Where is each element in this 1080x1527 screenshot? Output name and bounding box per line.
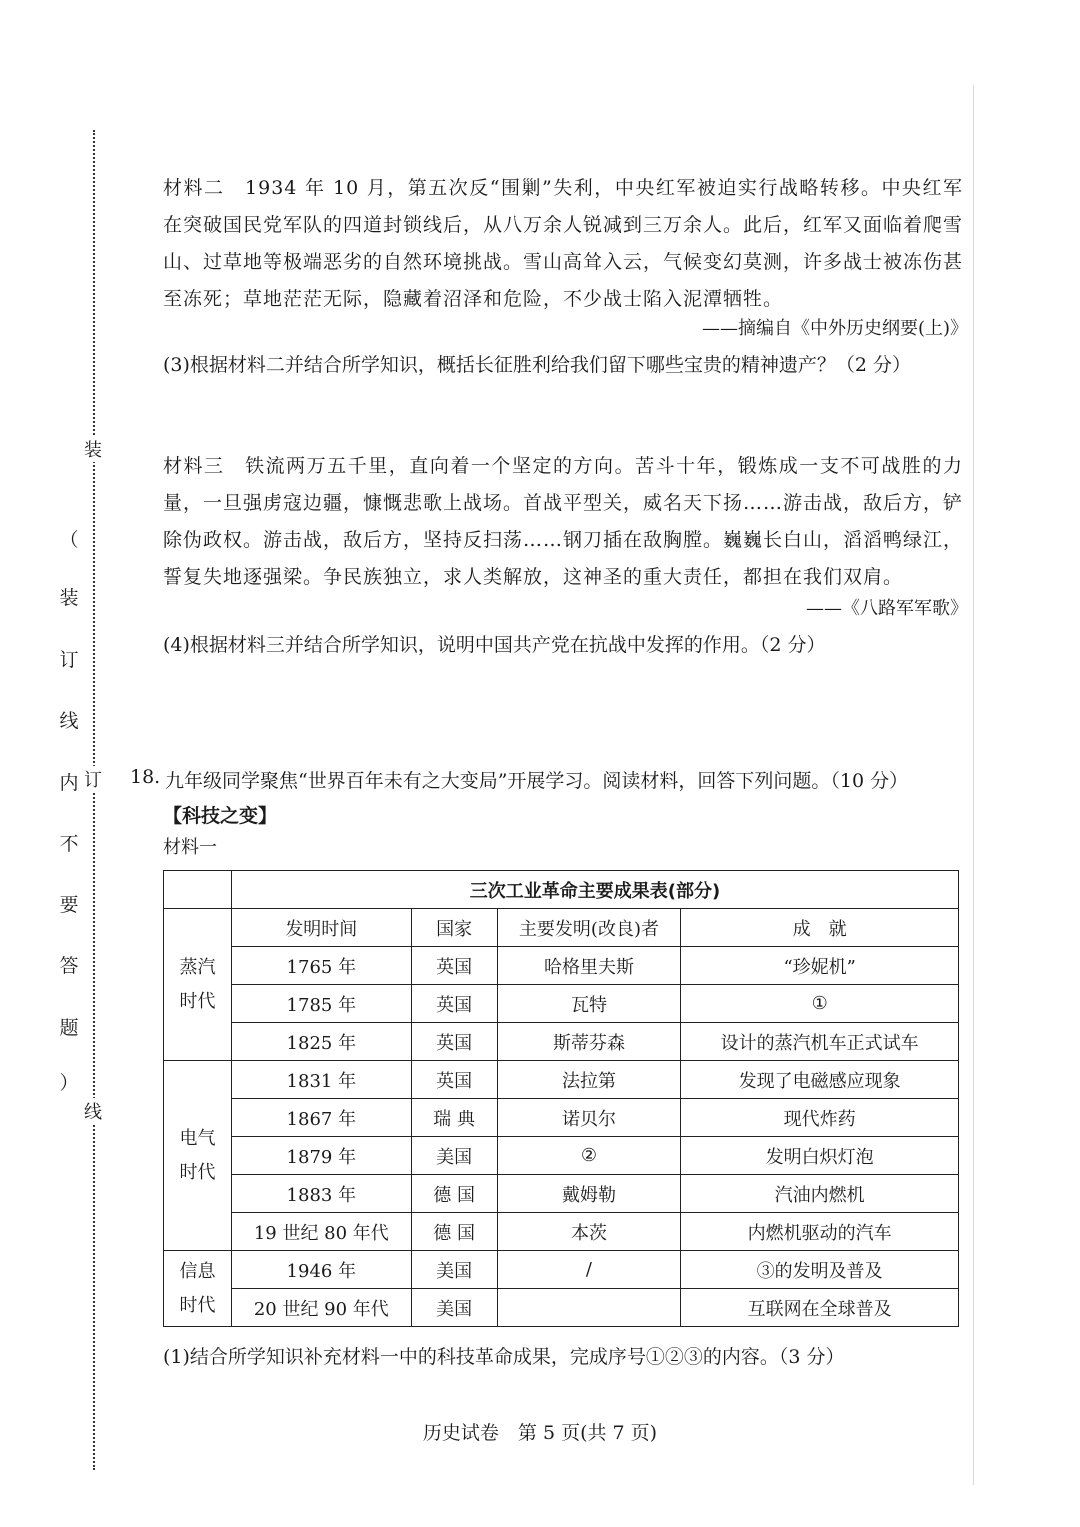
binding-dotted-line	[93, 130, 95, 1470]
table-cell: 1867 年	[231, 1099, 411, 1137]
question-18-number: 18.	[130, 766, 161, 788]
table-cell: 1765 年	[231, 947, 411, 985]
binding-instruction-char: 题	[59, 1017, 79, 1039]
material2-text: 材料二 1934 年 10 月，第五次反“围剿”失利，中央红军被迫实行战略转移。中央红军在突破国民党军队的四道封锁线后，从八万余人锐减到三万余人。此后，红军又面临着爬雪山、过草地等极端恶劣的自然环境挑战。雪山高耸入云，气候变幻莫测，许多战士被冻伤甚至冻死；草地茫茫无际，隐藏着沼泽和危险，不少战士陷入泥潭牺牲。	[163, 177, 964, 310]
table-cell: 19 世纪 80 年代	[231, 1213, 411, 1251]
material2-source: ——摘编自《中外历史纲要(上)》	[701, 318, 968, 339]
table-cell: 20 世纪 90 年代	[231, 1289, 411, 1327]
table-cell: 英国	[411, 947, 497, 985]
table-cell: 英国	[411, 1061, 497, 1099]
binding-mark-zhuang: 装	[84, 436, 102, 462]
table-cell: 互联网在全球普及	[681, 1289, 959, 1327]
table-cell: “珍妮机”	[681, 947, 959, 985]
table-cell: 斯蒂芬森	[497, 1023, 681, 1061]
table-header: 主要发明(改良)者	[497, 909, 681, 947]
table-cell: /	[497, 1251, 681, 1289]
section-title: 【科技之变】	[163, 805, 278, 827]
table-cell: ②	[497, 1137, 681, 1175]
table-row	[164, 1213, 959, 1251]
binding-instruction-char: 要	[59, 894, 79, 916]
table-cell: 美国	[411, 1137, 497, 1175]
table-cell: 美国	[411, 1289, 497, 1327]
table-cell: 设计的蒸汽机车正式试车	[681, 1023, 959, 1061]
table-cell	[497, 1289, 681, 1327]
table-cell: 汽油内燃机	[681, 1175, 959, 1213]
table-row	[164, 985, 959, 1023]
table-row	[164, 1137, 959, 1175]
table-cell: 发明白炽灯泡	[681, 1137, 959, 1175]
table-cell: ①	[681, 985, 959, 1023]
question-4: (4)根据材料三并结合所学知识，说明中国共产党在抗战中发挥的作用。（2 分）	[163, 634, 826, 656]
binding-instruction-char: ）	[59, 1072, 79, 1094]
table-cell: 1883 年	[231, 1175, 411, 1213]
question-18-stem: 九年级同学聚焦“世界百年未有之大变局”开展学习。阅读材料，回答下列问题。（10 分）	[165, 770, 909, 792]
binding-instruction-char: 答	[59, 955, 79, 977]
table-row	[164, 1289, 959, 1327]
industrial-revolution-table	[163, 870, 959, 1327]
binding-instruction-char: 线	[59, 710, 79, 732]
table-cell: 1825 年	[231, 1023, 411, 1061]
table-header: 国家	[411, 909, 497, 947]
material1-label: 材料一	[163, 837, 217, 858]
material3-source: ——《八路军军歌》	[806, 598, 968, 619]
table-cell: 诺贝尔	[497, 1099, 681, 1137]
table-cell: 本茨	[497, 1213, 681, 1251]
era-cell: 电气 时代	[164, 1061, 232, 1251]
era-cell: 信息 时代	[164, 1251, 232, 1327]
table-title: 三次工业革命主要成果表(部分)	[231, 871, 958, 909]
table-cell: 1879 年	[231, 1137, 411, 1175]
table-cell: ③的发明及普及	[681, 1251, 959, 1289]
table-row	[164, 947, 959, 985]
table-cell: 现代炸药	[681, 1099, 959, 1137]
table-cell: 哈格里夫斯	[497, 947, 681, 985]
page-footer: 历史试卷 第 5 页(共 7 页)	[422, 1422, 658, 1444]
table-header: 发明时间	[231, 909, 411, 947]
page-edge-rule	[973, 85, 974, 1485]
table-cell: 英国	[411, 985, 497, 1023]
table-header: 成 就	[681, 909, 959, 947]
table-cell: 1785 年	[231, 985, 411, 1023]
table-cell: 1946 年	[231, 1251, 411, 1289]
table-cell: 法拉第	[497, 1061, 681, 1099]
table-cell: 德 国	[411, 1175, 497, 1213]
material3-text: 材料三 铁流两万五千里，直向着一个坚定的方向。苦斗十年，锻炼成一支不可战胜的力量，一旦强虏寇边疆，慷慨悲歌上战场。首战平型关，威名天下扬……游击战，敌后方，铲除伪政权。游击战，敌后方，坚持反扫荡……钢刀插在敌胸膛。巍巍长白山，滔滔鸭绿江，誓复失地逐强梁。争民族独立，求人类解放，这神圣的重大责任，都担在我们双肩。	[163, 455, 964, 588]
binding-instruction-char: 内	[59, 772, 79, 794]
table-row	[164, 1099, 959, 1137]
table-row	[164, 1175, 959, 1213]
table-row	[164, 1061, 959, 1099]
table-cell: 1831 年	[231, 1061, 411, 1099]
era-cell: 蒸汽 时代	[164, 909, 232, 1061]
table-cell: 发现了电磁感应现象	[681, 1061, 959, 1099]
binding-mark-ding: 订	[84, 766, 102, 792]
table-row	[164, 1251, 959, 1289]
binding-instruction-char: 不	[59, 833, 79, 855]
table-cell: 戴姆勒	[497, 1175, 681, 1213]
table-cell: 瓦特	[497, 985, 681, 1023]
table-cell: 瑞 典	[411, 1099, 497, 1137]
binding-mark-xian: 线	[84, 1098, 102, 1124]
table-row	[164, 1023, 959, 1061]
question-3: (3)根据材料二并结合所学知识，概括长征胜利给我们留下哪些宝贵的精神遗产？（2 分）	[163, 354, 912, 376]
table-cell: 英国	[411, 1023, 497, 1061]
binding-instruction-char: （	[59, 529, 79, 551]
table-cell: 德 国	[411, 1213, 497, 1251]
table-cell: 内燃机驱动的汽车	[681, 1213, 959, 1251]
table-corner-cell	[164, 871, 232, 909]
binding-instruction-char: 装	[59, 587, 79, 609]
question-18-1: (1)结合所学知识补充材料一中的科技革命成果，完成序号①②③的内容。（3 分）	[163, 1346, 845, 1368]
table-cell: 美国	[411, 1251, 497, 1289]
binding-instruction-char: 订	[59, 649, 79, 671]
